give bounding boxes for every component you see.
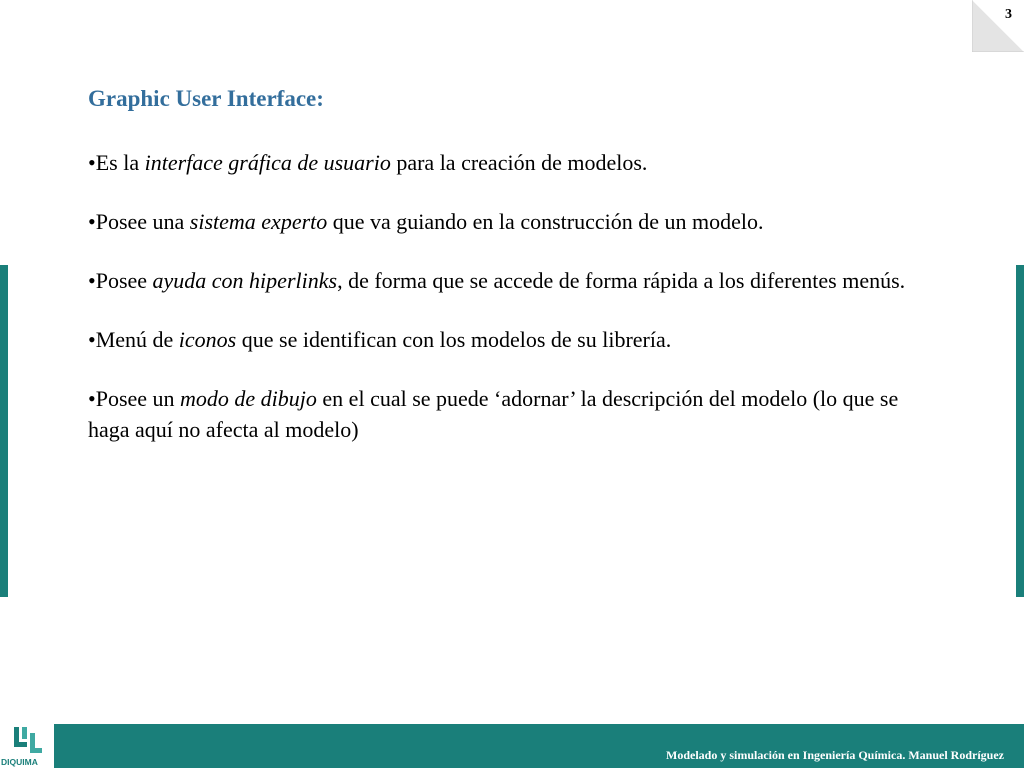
- left-accent-bar: [0, 265, 8, 597]
- bullet-emphasis: iconos: [178, 327, 237, 352]
- bullet-text: en el cual se puede ‘adornar’ la descripción del modelo (lo que se haga aquí no afecta al modelo): [88, 386, 899, 442]
- bullet-item: [88, 147, 918, 178]
- bullet-marker: •: [88, 209, 96, 234]
- bullet-item: [88, 383, 918, 445]
- bullet-emphasis: ayuda con hiperlinks: [152, 268, 338, 293]
- bullet-text: Posee una: [95, 209, 190, 234]
- bullet-marker: •: [88, 386, 96, 411]
- page-number: 3: [1005, 7, 1012, 22]
- bullet-text: Es la: [95, 150, 145, 175]
- page-fold-corner-icon: [972, 0, 1024, 52]
- bullet-text: Menú de: [95, 327, 179, 352]
- bullet-emphasis: interface gráfica de usuario: [144, 150, 391, 175]
- slide-title: Graphic User Interface:: [88, 86, 324, 111]
- logo: [0, 724, 54, 768]
- bullet-text: que se identifican con los modelos de su librería.: [236, 327, 672, 352]
- bullet-marker: •: [88, 327, 96, 352]
- bullet-emphasis: sistema experto: [189, 209, 328, 234]
- bullet-text: Posee un: [95, 386, 181, 411]
- bullet-item: [88, 324, 918, 355]
- bullet-text: , de forma que se accede de forma rápida a los diferentes menús.: [337, 268, 906, 293]
- bullet-text: Posee: [95, 268, 153, 293]
- slide-content: [88, 84, 918, 473]
- bullet-item: [88, 206, 918, 237]
- right-accent-bar: [1016, 265, 1024, 597]
- footer-bar: [0, 724, 1024, 768]
- bullet-marker: •: [88, 268, 96, 293]
- bullet-emphasis: modo de dibujo: [180, 386, 317, 411]
- logo-text: DIQUIMA: [1, 757, 38, 767]
- diquima-logo-icon: [12, 725, 44, 755]
- footer-caption: Modelado y simulación en Ingeniería Química. Manuel Rodríguez: [666, 748, 1004, 762]
- bullet-marker: •: [88, 150, 96, 175]
- bullet-text: para la creación de modelos.: [390, 150, 648, 175]
- bullet-item: [88, 265, 918, 296]
- bullet-text: que va guiando en la construcción de un modelo.: [327, 209, 764, 234]
